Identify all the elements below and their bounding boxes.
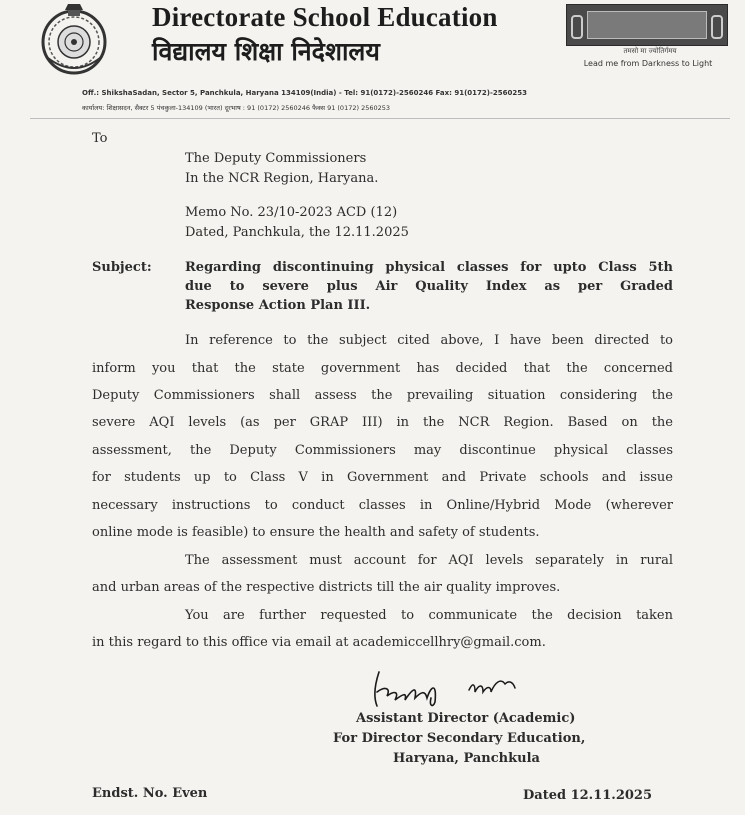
memo-date: Dated, Panchkula, the 12.11.2025 xyxy=(185,225,409,240)
paragraph-line: Deputy Commissioners shall assess the prevailing situation considering the xyxy=(92,388,673,403)
endorsement-number: Endst. No. Even xyxy=(92,786,208,801)
recipient-line: The Deputy Commissioners xyxy=(185,151,367,166)
memo-number: Memo No. 23/10-2023 ACD (12) xyxy=(185,205,398,220)
paragraph-line: The assessment must account for AQI levels separately in rural xyxy=(185,553,673,568)
paragraph-line: in this regard to this office via email at academiccellhry@gmail.com. xyxy=(92,635,546,650)
subject-label: Subject: xyxy=(92,260,152,275)
paragraph-line: severe AQI levels (as per GRAP III) in the NCR Region. Based on the xyxy=(92,415,673,430)
directorate-title-english: Directorate School Education xyxy=(152,2,498,32)
motto-hindi: तमसो मा ज्योतिर्गमय xyxy=(623,47,677,55)
paragraph-line: inform you that the state government has decided that the concerned xyxy=(92,361,673,376)
motto-english: Lead me from Darkness to Light xyxy=(583,59,713,68)
paragraph-line: In reference to the subject cited above, I have been directed to xyxy=(185,333,673,348)
signatory-designation: Haryana, Panchkula xyxy=(393,751,540,766)
paragraph-line: You are further requested to communicate the decision taken xyxy=(185,608,673,623)
paragraph-line: assessment, the Deputy Commissioners may discontinue physical classes xyxy=(92,443,673,458)
council-logo xyxy=(566,4,728,46)
subject-line: Regarding discontinuing physical classes for upto Class 5th xyxy=(185,260,673,275)
paragraph-line: necessary instructions to conduct classes in Online/Hybrid Mode (wherever xyxy=(92,498,673,513)
header-divider xyxy=(30,118,730,119)
directorate-title-hindi: विद्यालय शिक्षा निदेशालय xyxy=(152,37,380,66)
haryana-emblem-icon xyxy=(38,2,110,76)
subject-line: Response Action Plan III. xyxy=(185,298,371,313)
paragraph-line: and urban areas of the respective districts till the air quality improves. xyxy=(92,580,561,595)
handwritten-signature xyxy=(365,662,535,710)
recipient-line: In the NCR Region, Haryana. xyxy=(185,171,379,186)
subject-line: due to severe plus Air Quality Index as per Graded xyxy=(185,279,673,294)
to-label: To xyxy=(92,131,108,146)
office-address-english: Off.: ShikshaSadan, Sector 5, Panchkula, Haryana 134109(India) - Tel: 91(0172)-2560246 Fax: 91(0172)-2560253 xyxy=(82,89,527,97)
endorsement-date: Dated 12.11.2025 xyxy=(523,788,653,803)
signatory-designation: For Director Secondary Education, xyxy=(333,731,586,746)
paragraph-line: for students up to Class V in Government and Private schools and issue xyxy=(92,470,673,485)
office-address-hindi: कार्यालय: शिक्षासदन, सैक्टर 5 पंचकुला-134109 (भारत) दूरभाष : 91 (0172) 2560246 फैक्स 91 (0172) 2560253 xyxy=(82,104,391,112)
paragraph-line: online mode is feasible) to ensure the health and safety of students. xyxy=(92,525,540,540)
signatory-designation: Assistant Director (Academic) xyxy=(356,711,576,726)
